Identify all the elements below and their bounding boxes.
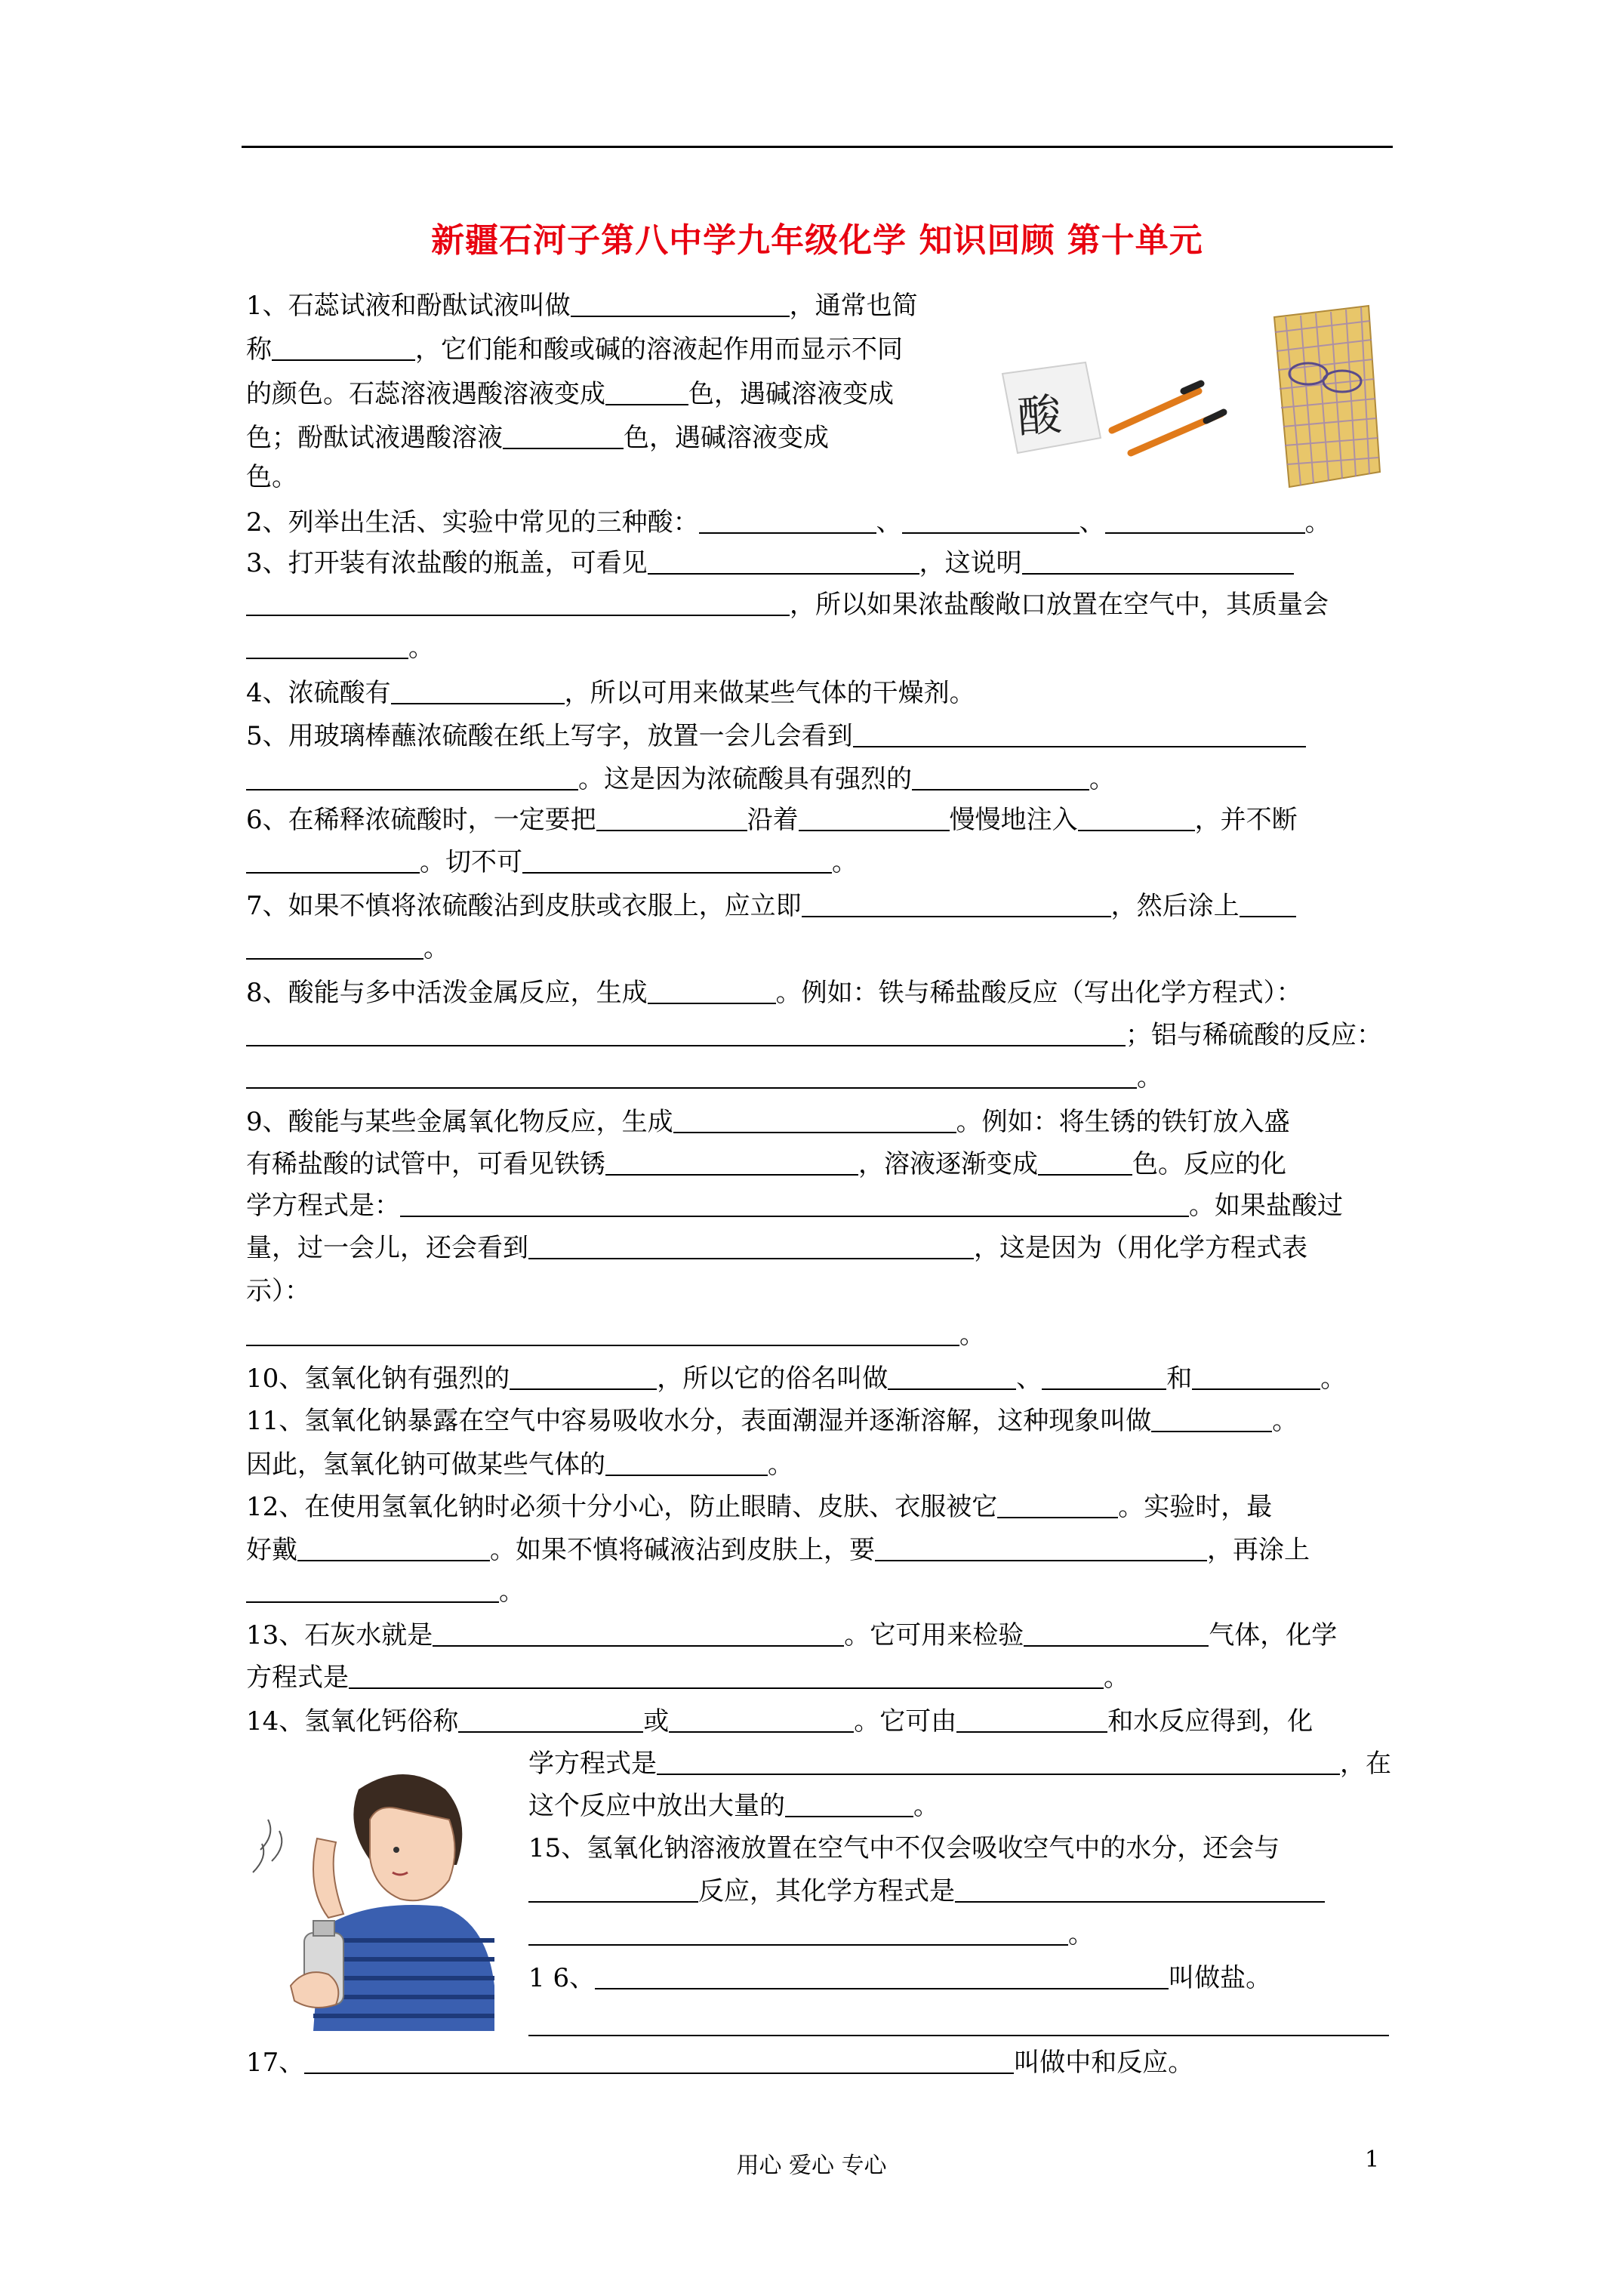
q9-line2: 有稀盐酸的试管中，可看见铁锈 ，溶液逐渐变成 色。反应的化 [246, 1149, 1286, 1179]
header-rule [242, 146, 1393, 148]
figure-char: 酸 [1015, 388, 1064, 443]
wafting-hand [313, 1838, 343, 1918]
q14-line2: 学方程式是 ，在 [528, 1749, 1391, 1779]
blank[interactable] [1042, 1366, 1166, 1390]
blank[interactable] [1038, 1151, 1132, 1176]
q3-line1: 3、打开装有浓盐酸的瓶盖，可看见 ，这说明 [246, 548, 1294, 578]
q15-line3: 。 [528, 1919, 1094, 1949]
blank[interactable] [528, 1878, 698, 1903]
boy-smelling-bottle-illustration [245, 1759, 517, 2031]
blank[interactable] [648, 980, 776, 1004]
tiled-paper-icon [1274, 306, 1380, 487]
blank[interactable] [1024, 1623, 1209, 1647]
q9-line4: 量，过一会儿，还会看到 ，这是因为（用化学方程式表 [246, 1233, 1307, 1263]
blank[interactable] [246, 592, 790, 616]
q1-line5: 色。 [246, 462, 297, 492]
q7-line1: 7、如果不慎将浓硫酸沾到皮肤或衣服上，应立即 ，然后涂上 [246, 891, 1296, 921]
blank[interactable] [956, 1709, 1107, 1733]
blank[interactable] [458, 1709, 643, 1733]
blank[interactable] [246, 635, 408, 659]
q15-line1: 15、氢氧化钠溶液放置在空气中不仅会吸收空气中的水分，还会与 [528, 1833, 1280, 1863]
blank[interactable] [246, 766, 578, 791]
blank[interactable] [522, 849, 832, 874]
blank[interactable] [246, 1579, 499, 1603]
blank[interactable] [1105, 510, 1305, 534]
blank[interactable] [1240, 893, 1296, 917]
blank[interactable] [595, 1965, 1169, 1989]
q9-line1: 9、酸能与某些金属氧化物反应，生成 。例如：将生锈的铁钉放入盛 [246, 1107, 1290, 1137]
q1-line2: 称 ，它们能和酸或碱的溶液起作用而显示不同 [246, 334, 903, 365]
q17-line: 17、 叫做中和反应。 [246, 2048, 1194, 2078]
footer-slogan: 用心 爱心 专心 [736, 2153, 887, 2179]
blank[interactable] [673, 1109, 956, 1133]
blank[interactable] [875, 1537, 1207, 1561]
q14-line1: 14、氢氧化钙俗称 或 。它可由 和水反应得到，化 [246, 1706, 1313, 1737]
blank[interactable] [657, 1751, 1340, 1775]
blank[interactable] [246, 1065, 1137, 1089]
q3-line3: 。 [246, 633, 434, 663]
blank[interactable] [912, 766, 1089, 791]
q16-line: 1 6、 叫做盐。 [528, 1963, 1272, 1993]
q8-line3: 。 [246, 1062, 1163, 1093]
q1-line1: 1、石蕊试液和酚酞试液叫做 ，通常也简 [246, 291, 918, 321]
q10-line: 10、氢氧化钠有强烈的 ，所以它的俗名叫做 、 和 。 [246, 1364, 1347, 1394]
blank[interactable] [997, 1494, 1118, 1518]
q6-line1: 6、在稀释浓硫酸时，一定要把 沿着 慢慢地注入 ，并不断 [246, 805, 1298, 835]
blank[interactable] [246, 1322, 959, 1346]
q3-line2: ，所以如果浓盐酸敞口放置在空气中，其质量会 [246, 590, 1329, 620]
blank[interactable] [1192, 1366, 1320, 1390]
q4-line: 4、浓硫酸有 ，所以可用来做某些气体的干燥剂。 [246, 678, 975, 708]
blank[interactable] [503, 425, 624, 449]
page-title: 新疆石河子第八中学九年级化学 知识回顾 第十单元 [431, 221, 1203, 260]
q13-line2: 方程式是 。 [246, 1663, 1129, 1693]
q9-line3: 学方程式是： 。如果盐酸过 [246, 1191, 1343, 1221]
face [370, 1808, 455, 1900]
blank[interactable] [888, 1366, 1016, 1390]
q1-line3: 的颜色。石蕊溶液遇酸溶液变成 色，遇碱溶液变成 [246, 379, 894, 409]
q11-line2: 因此，氢氧化钠可做某些气体的 。 [246, 1450, 793, 1480]
blank[interactable] [433, 1623, 844, 1647]
q1-line4: 色；酚酞试液遇酸溶液 色，遇碱溶液变成 [246, 423, 829, 453]
q2-line: 2、列举出生活、实验中常见的三种酸： 、 、 。 [246, 507, 1331, 538]
blank[interactable] [304, 2050, 1014, 2074]
q14-line3: 这个反应中放出大量的 。 [528, 1791, 939, 1821]
blank[interactable] [391, 680, 565, 704]
q11-line1: 11、氢氧化钠暴露在空气中容易吸收水分，表面潮湿并逐渐溶解，这种现象叫做 。 [246, 1406, 1298, 1436]
blank[interactable] [1078, 807, 1195, 831]
blank[interactable] [1022, 550, 1294, 575]
blank[interactable] [400, 1193, 1189, 1217]
q13-line1: 13、石灰水就是 。它可用来检验 气体，化学 [246, 1620, 1338, 1650]
q6-line2: 。切不可 。 [246, 847, 858, 877]
q9-line5: 示）： [246, 1276, 310, 1306]
q8-line2: ；铝与稀硫酸的反应： [246, 1020, 1382, 1050]
q15-line2: 反应，其化学方程式是 [528, 1876, 1325, 1906]
q12-line2: 好戴 。如果不慎将碱液沾到皮肤上，要 ，再涂上 [246, 1535, 1310, 1565]
blank[interactable] [246, 935, 423, 960]
holding-hand [291, 1972, 338, 2008]
blank[interactable] [297, 1537, 490, 1561]
q5-line2: 。这是因为浓硫酸具有强烈的 。 [246, 764, 1115, 794]
q9-line6: 。 [246, 1320, 985, 1350]
q12-line1: 12、在使用氢氧化钠时必须十分小心，防止眼睛、皮肤、衣服被它 。实验时，最 [246, 1492, 1273, 1522]
blank[interactable] [802, 893, 1111, 917]
blank[interactable] [510, 1366, 657, 1390]
blank[interactable] [605, 1452, 768, 1476]
blank[interactable] [272, 337, 415, 361]
blank[interactable] [605, 381, 688, 405]
q5-line1: 5、用玻璃棒蘸浓硫酸在纸上写字，放置一会儿会看到 [246, 721, 1306, 751]
blank[interactable] [799, 807, 950, 831]
wafting-lines-icon [253, 1820, 282, 1872]
blank[interactable] [246, 1022, 1126, 1046]
blank[interactable] [902, 510, 1079, 534]
blank[interactable] [1151, 1408, 1272, 1432]
q16-extra-blank[interactable] [528, 2035, 1389, 2036]
blank[interactable] [955, 1878, 1325, 1903]
q12-line3: 。 [246, 1576, 525, 1607]
blank[interactable] [246, 849, 420, 874]
blank[interactable] [596, 807, 747, 831]
blank[interactable] [853, 723, 1306, 747]
page-number: 1 [1365, 2147, 1380, 2173]
blank[interactable] [349, 1665, 1104, 1689]
blank[interactable] [785, 1793, 913, 1817]
blank[interactable] [528, 1922, 1068, 1946]
q8-line1: 8、酸能与多中活泼金属反应，生成 。例如：铁与稀盐酸反应（写出化学方程式）： [246, 978, 1302, 1008]
blank[interactable] [648, 550, 919, 575]
blank[interactable] [669, 1709, 854, 1733]
blank[interactable] [528, 1235, 974, 1259]
acid-writing-illustration [987, 302, 1387, 491]
blank[interactable] [571, 293, 790, 317]
q7-line2: 。 [246, 933, 449, 963]
blank[interactable] [699, 510, 876, 534]
blank[interactable] [605, 1151, 858, 1176]
